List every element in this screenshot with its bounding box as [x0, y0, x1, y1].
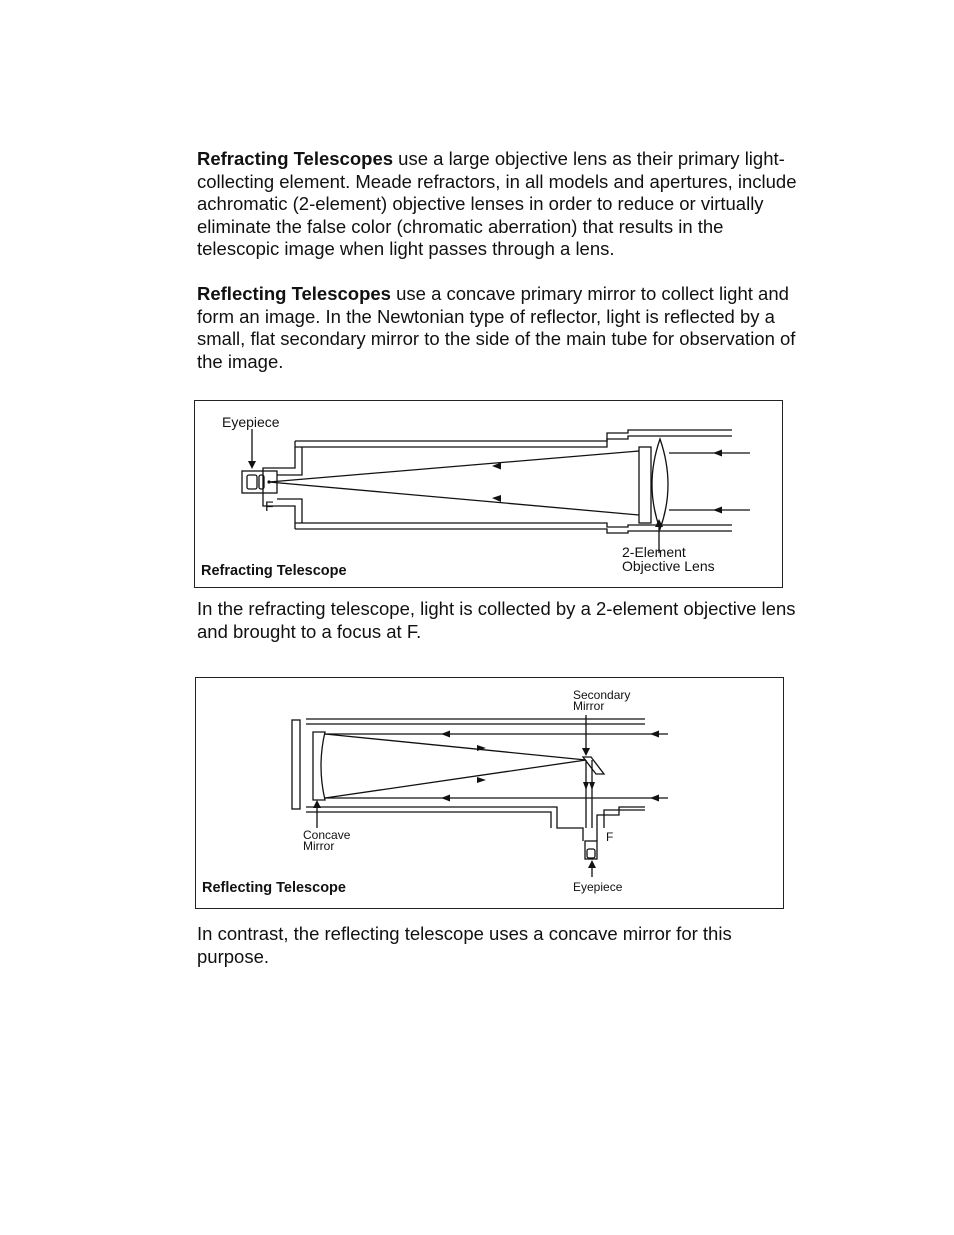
objective-label-line1: 2-Element	[622, 544, 686, 560]
concave-mirror	[313, 732, 325, 800]
reflecting-text: use a concave primary mirror to collect light and form an image. In the Newtonian type of reflector, light is reflected by a small, flat secondary mirror to the side of the main tube for observation of the image.	[197, 283, 796, 372]
refractor-caption: In the refracting telescope, light is collected by a 2-element objective lens and brought to a focus at F.	[197, 598, 796, 642]
eyepiece-label: Eyepiece	[222, 414, 280, 430]
reflecting-term: Reflecting Telescopes	[197, 283, 391, 304]
refracting-text: use a large objective lens as their primary light-collecting element. Meade refractors, in all models and apertures, include achromatic (2-element) objective lenses in order to reduce or virtually eliminate the false color (chromatic aberration) that results in the telescopic image when light passes through a lens.	[197, 148, 797, 259]
refracting-term: Refracting Telescopes	[197, 148, 394, 169]
reflecting-telescope-diagram	[196, 678, 783, 908]
focus-label: F	[265, 498, 274, 514]
tube-end-cap	[292, 720, 300, 809]
concave-label-line1: Concave	[303, 828, 351, 842]
tube-bottom-inner	[295, 523, 732, 527]
refracting-figure-title: Refracting Telescope	[201, 563, 347, 579]
reflecting-figure-title: Reflecting Telescope	[202, 880, 346, 896]
objective-lens	[652, 439, 668, 529]
reflecting-paragraph	[197, 283, 797, 373]
focus-label: F	[606, 830, 614, 844]
eyepiece-label: Eyepiece	[573, 880, 623, 894]
reflector-caption: In contrast, the reflecting telescope uses a concave mirror for this purpose.	[197, 923, 732, 967]
refracting-telescope-figure	[194, 400, 783, 588]
tube-bottom-outer	[295, 529, 732, 533]
refracting-paragraph	[197, 148, 797, 261]
secondary-label-line1: Secondary	[573, 688, 631, 702]
concave-label-line2: Mirror	[303, 839, 335, 853]
reflecting-telescope-figure	[195, 677, 784, 909]
objective-label-line2: Objective Lens	[622, 558, 715, 574]
secondary-label-line2: Mirror	[573, 699, 605, 713]
